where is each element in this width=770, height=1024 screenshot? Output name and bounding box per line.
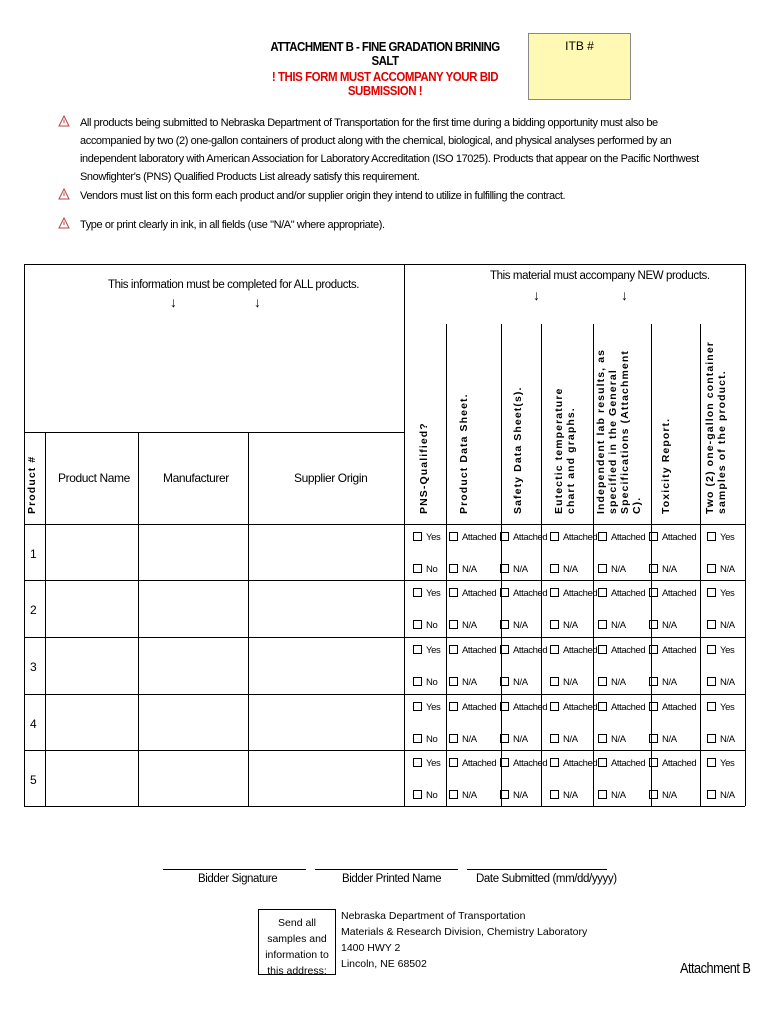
- samples-na-checkbox[interactable]: [707, 734, 735, 745]
- na-checkbox[interactable]: [550, 790, 578, 801]
- attached-checkbox[interactable]: [449, 758, 496, 769]
- attached-checkbox[interactable]: [598, 758, 645, 769]
- samples-yes-checkbox[interactable]: [707, 532, 734, 543]
- checkbox-label: N/A: [662, 564, 677, 575]
- checkbox-label: Attached: [611, 758, 646, 769]
- pns-yes-checkbox[interactable]: [413, 758, 440, 769]
- col-header-5: Independent lab results, as specified in the General Specifications (Attachment C).: [595, 348, 643, 514]
- date-submitted-label: Date Submitted (mm/dd/yyyy): [476, 873, 617, 885]
- col-header-supplier-origin: Supplier Origin: [294, 471, 368, 485]
- na-checkbox[interactable]: [550, 734, 578, 745]
- table-border: [24, 806, 745, 807]
- samples-na-checkbox[interactable]: [707, 564, 735, 575]
- checkbox-icon[interactable]: [598, 532, 607, 541]
- checkbox-icon[interactable]: [649, 758, 658, 767]
- down-arrow-icon: ↓: [254, 294, 261, 310]
- checkbox-icon[interactable]: [598, 564, 607, 573]
- manufacturer-cell[interactable]: [139, 581, 248, 635]
- checkbox-icon[interactable]: [500, 564, 509, 573]
- checkbox-icon[interactable]: [413, 790, 422, 799]
- checkbox-icon[interactable]: [707, 758, 716, 767]
- checkbox-label: Attached: [462, 588, 497, 599]
- checkbox-icon[interactable]: [707, 677, 716, 686]
- table-border: [24, 264, 25, 806]
- checkbox-label: Yes: [720, 588, 735, 599]
- checkbox-label: Yes: [426, 758, 441, 769]
- attached-checkbox[interactable]: [500, 532, 547, 543]
- na-checkbox[interactable]: [598, 790, 626, 801]
- na-checkbox[interactable]: [598, 564, 626, 575]
- address-line: 1400 HWY 2: [341, 942, 401, 954]
- product-name-cell[interactable]: [46, 581, 138, 635]
- checkbox-label: N/A: [462, 677, 477, 688]
- checkbox-icon[interactable]: [649, 702, 658, 711]
- checkbox-icon[interactable]: [449, 532, 458, 541]
- checkbox-label: N/A: [563, 564, 578, 575]
- checkbox-icon[interactable]: [649, 734, 658, 743]
- checkbox-label: N/A: [462, 790, 477, 801]
- checkbox-label: Attached: [462, 645, 497, 656]
- na-checkbox[interactable]: [449, 790, 477, 801]
- na-checkbox[interactable]: [500, 620, 528, 631]
- checkbox-label: Yes: [720, 532, 735, 543]
- checkbox-label: Yes: [426, 532, 441, 543]
- attached-checkbox[interactable]: [500, 758, 547, 769]
- bidder-signature-label: Bidder Signature: [198, 873, 278, 885]
- checkbox-icon[interactable]: [500, 532, 509, 541]
- form-title: ATTACHMENT B - FINE GRADATION BRINING SALT: [270, 40, 500, 68]
- checkbox-icon[interactable]: [707, 734, 716, 743]
- checkbox-icon[interactable]: [598, 620, 607, 629]
- checkbox-label: Attached: [662, 532, 697, 543]
- attached-checkbox[interactable]: [598, 588, 645, 599]
- checkbox-label: Attached: [462, 532, 497, 543]
- attached-checkbox[interactable]: [500, 702, 547, 713]
- checkbox-label: N/A: [720, 564, 735, 575]
- attachment-label: Attachment B: [680, 960, 751, 977]
- table-border: [593, 324, 594, 806]
- samples-yes-checkbox[interactable]: [707, 758, 734, 769]
- pns-yes-checkbox[interactable]: [413, 645, 440, 656]
- pns-no-checkbox[interactable]: [413, 790, 437, 801]
- checkbox-label: N/A: [662, 620, 677, 631]
- checkbox-label: No: [426, 734, 438, 745]
- na-checkbox[interactable]: [449, 677, 477, 688]
- checkbox-icon[interactable]: [707, 564, 716, 573]
- samples-na-checkbox[interactable]: [707, 790, 735, 801]
- checkbox-label: Attached: [662, 645, 697, 656]
- samples-na-checkbox[interactable]: [707, 677, 735, 688]
- down-arrow-icon: ↓: [170, 294, 177, 310]
- col-header-4: Eutectic temperature chart and graphs.: [553, 387, 577, 514]
- pns-no-checkbox[interactable]: [413, 620, 437, 631]
- checkbox-label: Attached: [462, 702, 497, 713]
- checkbox-icon[interactable]: [550, 532, 559, 541]
- checkbox-icon[interactable]: [413, 564, 422, 573]
- checkbox-icon[interactable]: [649, 790, 658, 799]
- checkbox-icon[interactable]: [598, 790, 607, 799]
- supplier-origin-cell[interactable]: [249, 695, 404, 749]
- na-checkbox[interactable]: [500, 677, 528, 688]
- checkbox-icon[interactable]: [500, 588, 509, 597]
- down-arrow-icon: ↓: [533, 287, 540, 303]
- table-border: [745, 264, 746, 806]
- checkbox-icon[interactable]: [500, 758, 509, 767]
- attached-checkbox[interactable]: [550, 532, 597, 543]
- na-checkbox[interactable]: [550, 677, 578, 688]
- row-number: 4: [30, 717, 37, 731]
- pns-yes-checkbox[interactable]: [413, 702, 440, 713]
- pns-no-checkbox[interactable]: [413, 677, 437, 688]
- attached-checkbox[interactable]: [598, 532, 645, 543]
- itb-number-field[interactable]: [528, 33, 631, 100]
- checkbox-icon[interactable]: [550, 677, 559, 686]
- checkbox-icon[interactable]: [449, 588, 458, 597]
- col-header-manufacturer: Manufacturer: [163, 471, 229, 485]
- attached-checkbox[interactable]: [649, 532, 696, 543]
- checkbox-icon[interactable]: [550, 734, 559, 743]
- attached-checkbox[interactable]: [649, 588, 696, 599]
- col-header-6: Toxicity Report.: [660, 417, 672, 514]
- table-border: [541, 324, 542, 806]
- checkbox-label: Attached: [513, 702, 548, 713]
- attached-checkbox[interactable]: [449, 532, 496, 543]
- checkbox-label: Attached: [563, 702, 598, 713]
- checkbox-label: No: [426, 790, 438, 801]
- checkbox-label: Yes: [426, 588, 441, 599]
- attached-checkbox[interactable]: [550, 645, 597, 656]
- checkbox-icon[interactable]: [449, 790, 458, 799]
- attached-checkbox[interactable]: [649, 645, 696, 656]
- checkbox-icon[interactable]: [707, 702, 716, 711]
- checkbox-icon[interactable]: [413, 734, 422, 743]
- checkbox-label: N/A: [513, 677, 528, 688]
- bullet-text: Type or print clearly in ink, in all fields (use "N/A" where appropriate).: [80, 219, 385, 231]
- submission-warning: ! THIS FORM MUST ACCOMPANY YOUR BID SUBMISSION !: [271, 70, 499, 98]
- manufacturer-cell[interactable]: [139, 525, 248, 579]
- checkbox-label: Yes: [426, 645, 441, 656]
- checkbox-label: Attached: [513, 758, 548, 769]
- checkbox-icon[interactable]: [449, 677, 458, 686]
- date-submitted-line[interactable]: [467, 869, 607, 870]
- attached-checkbox[interactable]: [550, 758, 597, 769]
- samples-yes-checkbox[interactable]: [707, 645, 734, 656]
- checkbox-label: Attached: [563, 588, 598, 599]
- col-header-3: Safety Data Sheet(s).: [512, 386, 524, 514]
- down-arrow-icon: ↓: [621, 287, 628, 303]
- checkbox-icon[interactable]: [500, 677, 509, 686]
- checkbox-icon[interactable]: [598, 734, 607, 743]
- checkbox-label: N/A: [563, 790, 578, 801]
- checkbox-icon[interactable]: [500, 645, 509, 654]
- address-line: Lincoln, NE 68502: [341, 958, 427, 970]
- bidder-printed-name-label: Bidder Printed Name: [342, 873, 442, 885]
- checkbox-icon[interactable]: [449, 564, 458, 573]
- right-section-header: This material must accompany NEW products.: [490, 270, 710, 282]
- address-line: Nebraska Department of Transportation: [341, 910, 526, 922]
- checkbox-icon[interactable]: [649, 645, 658, 654]
- attached-checkbox[interactable]: [500, 645, 547, 656]
- checkbox-icon[interactable]: [550, 645, 559, 654]
- row-number: 2: [30, 603, 37, 617]
- bullet-text: All products being submitted to Nebraska Department of Transportation for the first time during a bidding opportunity must also be accompanied by two (2) one-gallon containers of product along with the chemical, biological, and physical analyses performed by an independent laboratory with American Association for Laboratory Accreditation (ISO 17025). Products that appear on the Pacific Northwest Snowfighter's (PNS) Qualified Products List already satisfy this requirement.: [80, 117, 699, 183]
- na-checkbox[interactable]: [649, 620, 677, 631]
- pns-yes-checkbox[interactable]: [413, 532, 440, 543]
- checkbox-icon[interactable]: [598, 677, 607, 686]
- checkbox-label: N/A: [720, 677, 735, 688]
- checkbox-icon[interactable]: [500, 790, 509, 799]
- row-number: 1: [30, 547, 37, 561]
- na-checkbox[interactable]: [449, 564, 477, 575]
- product-name-cell[interactable]: [46, 525, 138, 579]
- checkbox-label: N/A: [513, 734, 528, 745]
- checkbox-icon[interactable]: [707, 532, 716, 541]
- attached-checkbox[interactable]: [649, 758, 696, 769]
- checkbox-label: No: [426, 564, 438, 575]
- checkbox-icon[interactable]: [649, 564, 658, 573]
- checkbox-label: Attached: [611, 645, 646, 656]
- checkbox-label: N/A: [513, 564, 528, 575]
- checkbox-icon[interactable]: [550, 790, 559, 799]
- na-checkbox[interactable]: [598, 677, 626, 688]
- checkbox-icon[interactable]: [598, 702, 607, 711]
- checkbox-label: N/A: [611, 677, 626, 688]
- checkbox-label: Attached: [662, 758, 697, 769]
- checkbox-label: Attached: [462, 758, 497, 769]
- checkbox-icon[interactable]: [598, 758, 607, 767]
- na-checkbox[interactable]: [649, 564, 677, 575]
- checkbox-icon[interactable]: [449, 702, 458, 711]
- checkbox-label: Yes: [426, 702, 441, 713]
- na-checkbox[interactable]: [500, 564, 528, 575]
- checkbox-label: N/A: [611, 620, 626, 631]
- checkbox-icon[interactable]: [449, 758, 458, 767]
- manufacturer-cell[interactable]: [139, 751, 248, 805]
- attached-checkbox[interactable]: [500, 588, 547, 599]
- checkbox-icon[interactable]: [550, 588, 559, 597]
- checkbox-icon[interactable]: [413, 532, 422, 541]
- checkbox-icon[interactable]: [707, 588, 716, 597]
- bidder-printed-name-line[interactable]: [315, 869, 458, 870]
- pns-no-checkbox[interactable]: [413, 734, 437, 745]
- na-checkbox[interactable]: [500, 734, 528, 745]
- checkbox-icon[interactable]: [413, 677, 422, 686]
- checkbox-label: N/A: [662, 734, 677, 745]
- attached-checkbox[interactable]: [598, 702, 645, 713]
- checkbox-icon[interactable]: [550, 758, 559, 767]
- na-checkbox[interactable]: [649, 790, 677, 801]
- checkbox-label: N/A: [662, 677, 677, 688]
- checkbox-label: Attached: [662, 702, 697, 713]
- checkbox-icon[interactable]: [413, 588, 422, 597]
- bullet-text: Vendors must list on this form each product and/or supplier origin they intend to utilize in fulfilling the contract.: [80, 190, 566, 202]
- checkbox-label: Yes: [720, 702, 735, 713]
- checkbox-icon[interactable]: [649, 532, 658, 541]
- checkbox-label: N/A: [611, 564, 626, 575]
- supplier-origin-cell[interactable]: [249, 581, 404, 635]
- row-number: 3: [30, 660, 37, 674]
- checkbox-label: N/A: [611, 790, 626, 801]
- na-checkbox[interactable]: [598, 620, 626, 631]
- checkbox-label: Yes: [720, 645, 735, 656]
- checkbox-label: N/A: [462, 734, 477, 745]
- checkbox-icon[interactable]: [649, 677, 658, 686]
- attached-checkbox[interactable]: [550, 588, 597, 599]
- send-samples-box: Send all samples and information to this address:: [258, 909, 336, 975]
- checkbox-icon[interactable]: [413, 702, 422, 711]
- checkbox-label: Attached: [563, 758, 598, 769]
- checkbox-icon[interactable]: [500, 734, 509, 743]
- na-checkbox[interactable]: [598, 734, 626, 745]
- checkbox-icon[interactable]: [649, 588, 658, 597]
- row-number: 5: [30, 773, 37, 787]
- checkbox-icon[interactable]: [413, 620, 422, 629]
- checkbox-icon[interactable]: [449, 734, 458, 743]
- checkbox-icon[interactable]: [598, 588, 607, 597]
- checkbox-label: Yes: [720, 758, 735, 769]
- checkbox-label: N/A: [513, 790, 528, 801]
- attached-checkbox[interactable]: [649, 702, 696, 713]
- warning-icon: [58, 217, 70, 229]
- attached-checkbox[interactable]: [550, 702, 597, 713]
- checkbox-label: Attached: [662, 588, 697, 599]
- checkbox-label: No: [426, 620, 438, 631]
- checkbox-label: Attached: [563, 532, 598, 543]
- checkbox-label: Attached: [513, 532, 548, 543]
- col-header-product-number: Product #: [26, 455, 38, 514]
- samples-yes-checkbox[interactable]: [707, 588, 734, 599]
- table-border: [404, 264, 405, 806]
- checkbox-label: Attached: [611, 588, 646, 599]
- checkbox-icon[interactable]: [550, 564, 559, 573]
- warning-icon: [58, 188, 70, 200]
- checkbox-icon[interactable]: [413, 758, 422, 767]
- checkbox-label: N/A: [611, 734, 626, 745]
- checkbox-icon[interactable]: [649, 620, 658, 629]
- checkbox-label: Attached: [513, 645, 548, 656]
- checkbox-label: N/A: [720, 790, 735, 801]
- na-checkbox[interactable]: [449, 620, 477, 631]
- warning-icon: [58, 115, 70, 127]
- col-header-2: Product Data Sheet.: [458, 393, 470, 514]
- product-name-cell[interactable]: [46, 751, 138, 805]
- product-name-cell[interactable]: [46, 638, 138, 692]
- checkbox-label: No: [426, 677, 438, 688]
- col-header-product-name: Product Name: [58, 471, 130, 485]
- checkbox-label: Attached: [563, 645, 598, 656]
- checkbox-icon[interactable]: [707, 620, 716, 629]
- checkbox-icon[interactable]: [707, 645, 716, 654]
- address-line: Materials & Research Division, Chemistry Laboratory: [341, 926, 588, 938]
- attached-checkbox[interactable]: [598, 645, 645, 656]
- pns-no-checkbox[interactable]: [413, 564, 437, 575]
- samples-yes-checkbox[interactable]: [707, 702, 734, 713]
- na-checkbox[interactable]: [449, 734, 477, 745]
- col-header-1: PNS-Qualified?: [418, 422, 430, 514]
- checkbox-icon[interactable]: [550, 620, 559, 629]
- manufacturer-cell[interactable]: [139, 638, 248, 692]
- left-section-header: This information must be completed for ALL products.: [108, 279, 360, 291]
- checkbox-icon[interactable]: [598, 645, 607, 654]
- checkbox-label: Attached: [611, 532, 646, 543]
- table-border: [446, 324, 447, 806]
- checkbox-icon[interactable]: [550, 702, 559, 711]
- checkbox-label: N/A: [563, 620, 578, 631]
- checkbox-icon[interactable]: [449, 620, 458, 629]
- checkbox-label: Attached: [611, 702, 646, 713]
- table-border: [24, 432, 404, 433]
- supplier-origin-cell[interactable]: [249, 638, 404, 692]
- mailing-address: [341, 908, 587, 972]
- supplier-origin-cell[interactable]: [249, 751, 404, 805]
- product-name-cell[interactable]: [46, 695, 138, 749]
- checkbox-icon[interactable]: [500, 702, 509, 711]
- checkbox-label: N/A: [462, 620, 477, 631]
- checkbox-label: N/A: [563, 677, 578, 688]
- attached-checkbox[interactable]: [449, 702, 496, 713]
- checkbox-label: N/A: [662, 790, 677, 801]
- samples-na-checkbox[interactable]: [707, 620, 735, 631]
- checkbox-label: N/A: [720, 734, 735, 745]
- checkbox-label: Attached: [513, 588, 548, 599]
- checkbox-label: N/A: [513, 620, 528, 631]
- na-checkbox[interactable]: [550, 564, 578, 575]
- pns-yes-checkbox[interactable]: [413, 588, 440, 599]
- na-checkbox[interactable]: [550, 620, 578, 631]
- supplier-origin-cell[interactable]: [249, 525, 404, 579]
- checkbox-label: N/A: [462, 564, 477, 575]
- table-border: [700, 324, 701, 806]
- col-header-7: Two (2) one-gallon container samples of the product.: [704, 341, 728, 514]
- checkbox-icon[interactable]: [500, 620, 509, 629]
- checkbox-label: N/A: [720, 620, 735, 631]
- checkbox-icon[interactable]: [449, 645, 458, 654]
- manufacturer-cell[interactable]: [139, 695, 248, 749]
- na-checkbox[interactable]: [500, 790, 528, 801]
- checkbox-label: N/A: [563, 734, 578, 745]
- itb-label: ITB #: [565, 39, 594, 53]
- attached-checkbox[interactable]: [449, 645, 496, 656]
- checkbox-icon[interactable]: [413, 645, 422, 654]
- attached-checkbox[interactable]: [449, 588, 496, 599]
- table-border: [24, 264, 745, 265]
- checkbox-icon[interactable]: [707, 790, 716, 799]
- bidder-signature-line[interactable]: [163, 869, 306, 870]
- na-checkbox[interactable]: [649, 734, 677, 745]
- na-checkbox[interactable]: [649, 677, 677, 688]
